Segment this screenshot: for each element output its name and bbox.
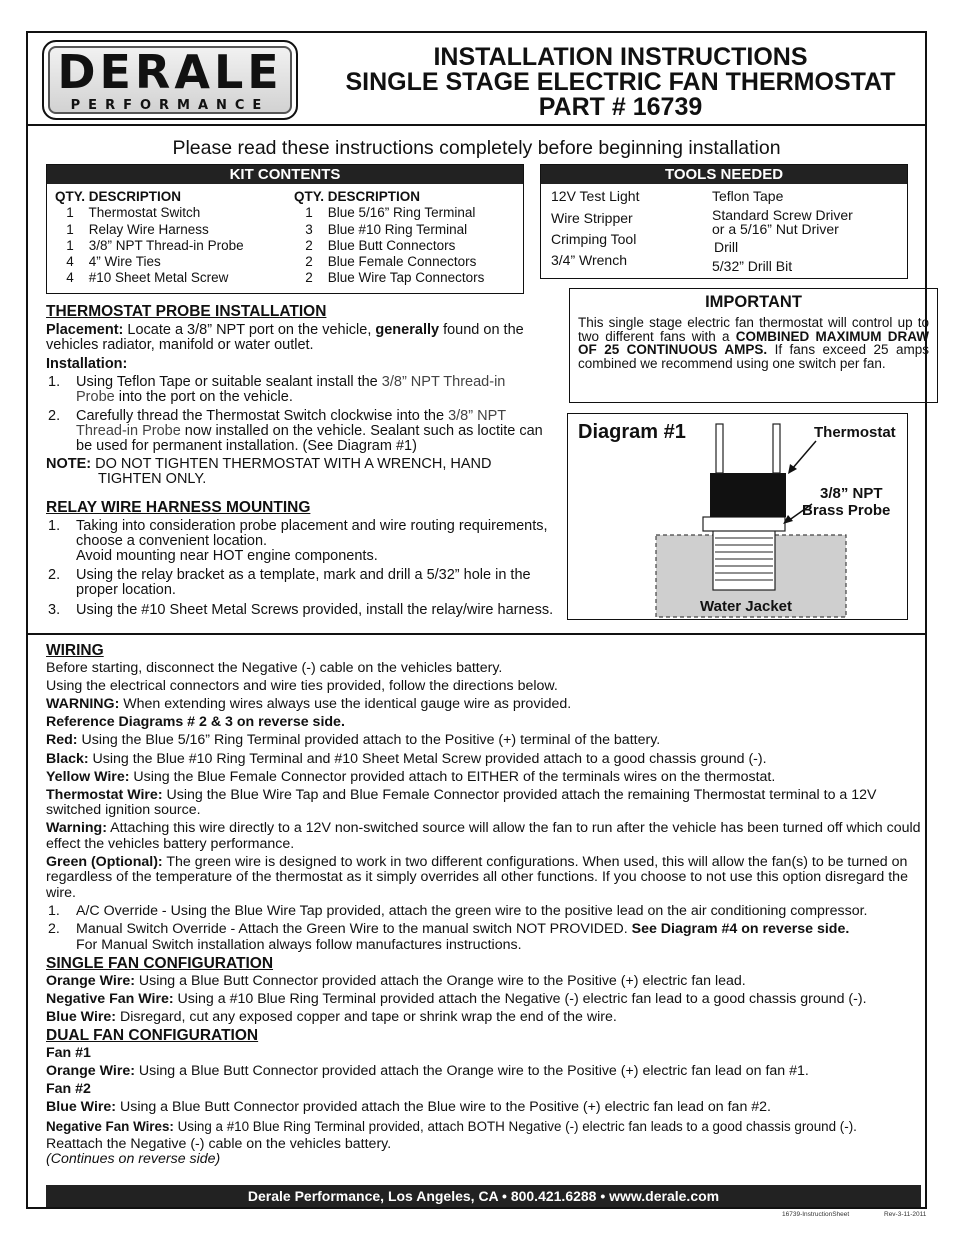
tool-item: 12V Test Light [551,188,640,204]
kit-item: 1 Thermostat Switch [66,205,201,221]
label-probe-size: 3/8” NPT [820,485,883,502]
kit-item: 2 Blue Butt Connectors [305,237,456,253]
note-text: NOTE: DO NOT TIGHTEN THERMOSTAT WITH A WRENCH, HAND [46,456,492,472]
paragraph: Red: Using the Blue 5/16” Ring Terminal provided attach to the Positive (+) terminal of the battery. [46,732,661,749]
derale-logo [42,40,298,120]
paragraph: Fan #2 [46,1081,91,1098]
paragraph: Negative Fan Wires: Using a #10 Blue Ring Terminal provided, attach BOTH Negative (-) electric fan leads to a good chassis ground (-). [46,1118,857,1134]
title-line-2: SINGLE STAGE ELECTRIC FAN THERMOSTAT [345,68,896,96]
footer-bar: Derale Performance, Los Angeles, CA • 800.421.6288 • www.derale.com [46,1185,921,1207]
paragraph: Negative Fan Wire: Using a #10 Blue Ring Terminal provided attach the Negative (-) electric fan lead to a good chassis ground (-). [46,990,867,1007]
tools-needed-box [540,164,908,279]
doc-id: 16739-InstructionSheet [782,1211,850,1218]
thermostat-probe-diagram [568,414,906,618]
paragraph: Reference Diagrams # 2 & 3 on reverse side. [46,714,345,731]
tools-needed-heading: TOOLS NEEDED [541,165,907,184]
important-text: This single stage electric fan thermostat will control up to two different fans with a COMBINED MAXIMUM DRAW OF 25 CONTINUOUS AMPS. If fans exceed 25 amps combined we recommend using one switch per fan. [578,315,929,371]
section-heading: RELAY WIRE HARNESS MOUNTING [46,499,311,516]
paragraph: Thermostat Wire: Using the Blue Wire Tap and Blue Female Connector provided attach the remaining Thermostat terminal to a 12V switched ignition source. [46,786,877,819]
kit-list-left [55,189,244,287]
paragraph: WARNING: When extending wires always use the identical gauge wire as provided. [46,696,572,713]
probe-installation-section [46,304,546,487]
probe-hex-nut [703,517,785,531]
kit-contents-box [46,164,524,294]
kit-list-right [294,189,484,287]
section-divider [28,633,925,635]
intro-text: Please read these instructions completely before beginning installation [172,137,781,159]
section-heading: WIRING [46,642,104,659]
kit-column-header: QTY. DESCRIPTION [55,189,182,204]
section-heading: THERMOSTAT PROBE INSTALLATION [46,303,327,320]
kit-item: 1 3/8” NPT Thread-in Probe [66,237,244,253]
placement-text: Placement: Locate a 3/8” NPT port on the vehicle, generally found on the vehicles radiator, manifold or water outlet. [46,322,524,353]
paragraph: Blue Wire: Using a Blue Butt Connector provided attach the Blue wire to the Positive (+) electric fan lead on fan #2. [46,1099,771,1116]
paragraph: Yellow Wire: Using the Blue Female Connector provided attach to EITHER of the terminals wires on the thermostat. [46,768,776,785]
paragraph: Blue Wire: Disregard, cut any exposed copper and tape or shrink wrap the end of the wire. [46,1009,617,1025]
kit-item: 4 #10 Sheet Metal Screw [66,270,229,286]
list-item: 1. Taking into consideration probe placement and wire routing requirements, choose a convenient location. Avoid mounting near HOT engine components. [48,518,548,564]
tool-item: Drill [714,239,739,255]
tool-item: Teflon Tape [712,188,784,204]
list-item: 1. Using Teflon Tape or suitable sealant install the 3/8” NPT Thread-in Probe into the port on the vehicle. [48,374,506,405]
paragraph: Warning: Attaching this wire directly to a 12V non-switched source will allow the fan to run after the vehicle has been turned off which could effect the vehicles battery performance. [46,820,921,852]
diagram-title: Diagram #1 [578,421,686,443]
tool-item: or a 5/16” Nut Driver [712,221,839,237]
section-heading: SINGLE FAN CONFIGURATION [46,954,274,972]
label-brass-probe: Brass Probe [802,502,891,519]
important-box [569,288,938,403]
wiring-section [46,643,921,1170]
relay-mounting-section [46,500,568,618]
instruction-sheet [26,31,927,1209]
title-line-1: INSTALLATION INSTRUCTIONS [433,43,808,71]
label-thermostat: Thermostat [814,424,896,441]
label-water-jacket: Water Jacket [700,598,792,615]
kit-column-header: QTY. DESCRIPTION [294,189,421,204]
kit-item: 2 Blue Wire Tap Connectors [305,270,485,286]
section-heading: DUAL FAN CONFIGURATION [46,1027,259,1045]
tool-item: 5/32” Drill Bit [712,258,793,274]
logo-wordmark: DERALE [57,45,283,99]
revision-date: Rev-3-11-2011 [884,1211,927,1218]
paragraph: Black: Using the Blue #10 Ring Terminal and #10 Sheet Metal Screw provided attach to a good chassis ground (-). [46,750,767,767]
paragraph: Green (Optional): The green wire is designed to work in two different configurations. When used, this will allow the fan(s) to be turned on regardless of the temperature of the thermostat as it simply overrides all other functions. If you choose to not use this option disregard the wire. [46,853,908,901]
paragraph: Reattach the Negative (-) cable on the vehicles battery. [46,1135,392,1152]
tool-item: Wire Stripper [551,210,633,226]
diagram-1 [567,413,908,620]
list-item: 2. Carefully thread the Thermostat Switch clockwise into the 3/8” NPT Thread-in Probe now installed on the vehicle. Sealant such as loctite can be used for permanent installation. (See Diagram #1) [48,408,543,454]
list-item: 2. Manual Switch Override - Attach the Green Wire to the manual switch NOT PROVIDED. See Diagram #4 on reverse side. For Manual Switch installation always follow manufactures instructions. [48,921,850,953]
kit-contents-heading: KIT CONTENTS [47,165,523,184]
paragraph: Before starting, disconnect the Negative (-) cable on the vehicles battery. [46,660,503,677]
page-title [318,45,923,120]
tool-item: Standard Screw Driver [712,207,853,223]
kit-item: 3 Blue #10 Ring Terminal [305,221,468,237]
thermostat-terminal-right [773,424,780,473]
kit-item: 1 Relay Wire Harness [66,221,209,237]
installation-label: Installation: [46,356,128,372]
paragraph: Fan #1 [46,1045,91,1062]
header [28,33,925,126]
paragraph: (Continues on reverse side) [46,1151,221,1168]
title-line-3: PART # 16739 [538,93,703,121]
important-heading: IMPORTANT [705,293,802,311]
note-text-cont: TIGHTEN ONLY. [98,471,207,487]
thermostat-terminal-left [716,424,723,473]
paragraph: Using the electrical connectors and wire ties provided, follow the directions below. [46,678,558,695]
logo-subtitle: PERFORMANCE [70,98,270,113]
kit-item: 4 4” Wire Ties [66,254,161,270]
list-item: 2. Using the relay bracket as a template, mark and drill a 5/32” hole in the proper location. [48,567,531,598]
kit-item: 1 Blue 5/16” Ring Terminal [305,205,476,221]
thermostat-body [710,473,786,517]
kit-item: 2 Blue Female Connectors [305,254,477,270]
list-item: 3. Using the #10 Sheet Metal Screws provided, install the relay/wire harness. [48,602,554,618]
tool-item: 3/4” Wrench [551,252,627,268]
paragraph: Orange Wire: Using a Blue Butt Connector provided attach the Orange wire to the Positive (+) electric fan lead. [46,972,746,989]
paragraph: Orange Wire: Using a Blue Butt Connector provided attach the Orange wire to the Positive (+) electric fan lead on fan #1. [46,1063,809,1080]
list-item: 1. A/C Override - Using the Blue Wire Tap provided, attach the green wire to the positive lead on the air conditioning compressor. [48,903,868,920]
tool-item: Crimping Tool [551,231,637,247]
